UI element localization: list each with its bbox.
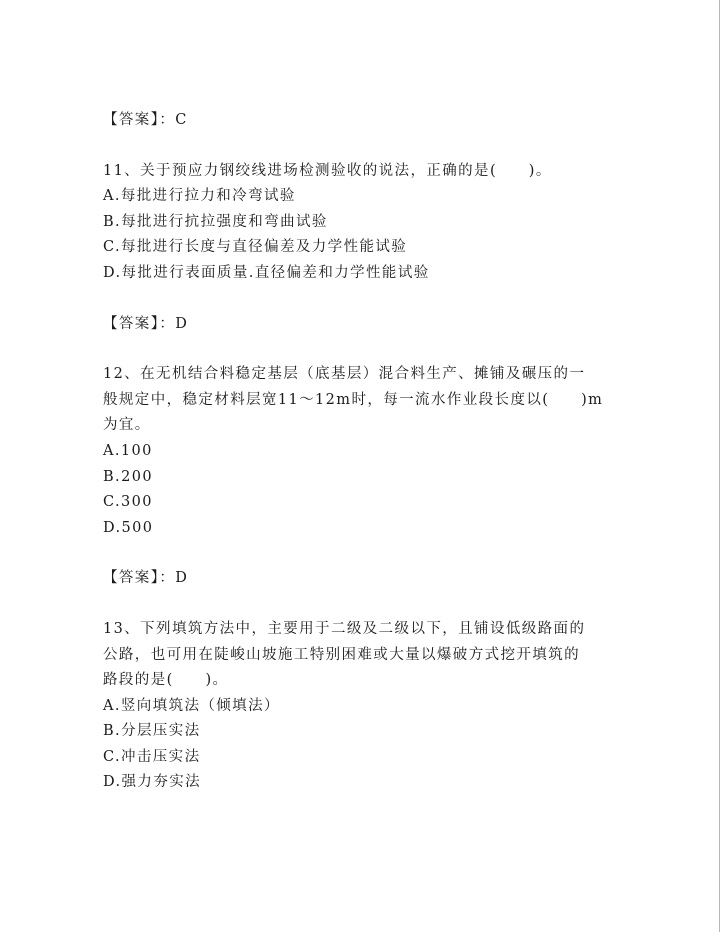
option-d: D.500	[103, 519, 154, 536]
option-list	[103, 184, 623, 286]
question-stem-line: 般规定中，稳定材料层宽11～12m时，每一流水作业段长度以( )m	[103, 391, 604, 408]
question-stem-line: 13、下列填筑方法中，主要用于二级及二级以下，且铺设低级路面的	[103, 620, 586, 637]
question-stem	[103, 362, 623, 439]
question-11	[103, 159, 623, 287]
answer-line: 【答案】：D	[103, 570, 189, 587]
question-stem-line: 11、关于预应力钢绞线进场检测验收的说法，正确的是( )。	[103, 162, 552, 179]
question-13	[103, 617, 623, 796]
option-d: D.强力夯实法	[103, 774, 202, 791]
question-stem	[103, 617, 623, 694]
question-stem-line: 12、在无机结合料稳定基层（底基层）混合料生产、摊铺及碾压的一	[103, 366, 586, 383]
question-stem-line: 为宜。	[103, 417, 151, 434]
exam-document	[103, 108, 623, 821]
option-list	[103, 439, 623, 541]
option-list	[103, 694, 623, 796]
option-a: A.每批进行拉力和冷弯试验	[103, 188, 296, 205]
option-d: D.每批进行表面质量.直径偏差和力学性能试验	[103, 264, 430, 281]
answer-line: 【答案】：D	[103, 315, 189, 332]
option-b: B.每批进行抗拉强度和弯曲试验	[103, 213, 328, 230]
option-b: B.分层压实法	[103, 723, 201, 740]
option-a: A.100	[103, 442, 153, 459]
option-b: B.200	[103, 468, 153, 485]
question-12	[103, 362, 623, 541]
option-c: C.每批进行长度与直径偏差及力学性能试验	[103, 239, 408, 256]
option-c: C.300	[103, 494, 153, 511]
question-stem-line: 公路，也可用在陡峻山坡施工特别困难或大量以爆破方式挖开填筑的	[103, 646, 580, 663]
option-a: A.竖向填筑法（倾填法）	[103, 697, 280, 714]
option-c: C.冲击压实法	[103, 748, 201, 765]
question-stem-line: 路段的是( )。	[103, 672, 229, 689]
answer-line: 【答案】：C	[103, 112, 188, 128]
question-stem	[103, 159, 623, 185]
